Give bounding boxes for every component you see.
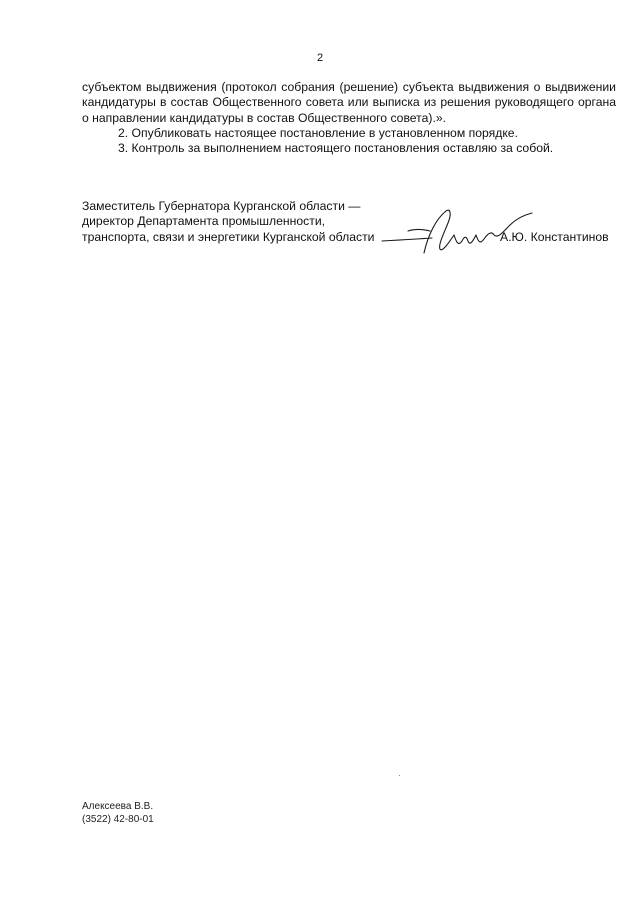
signer-position-line-1: Заместитель Губернатора Курганской области — [82, 199, 361, 213]
continuation-paragraph: субъектом выдвижения (протокол собрания (решение) субъекта выдвижения о выдвижении кандидатуры в состав Общественного совета или выписка из решения руководящего органа о направлении кандидатуры в состав Общественного совета).». [82, 80, 616, 125]
item-2-paragraph: 2. Опубликовать настоящее постановление в установленном порядке. [118, 125, 518, 140]
page-number: 2 [316, 52, 324, 64]
body-text [82, 80, 616, 156]
executor-info [82, 800, 154, 826]
stray-dot [399, 775, 400, 776]
signature-block [82, 199, 622, 245]
executor-name: Алексеева В.В. [82, 801, 154, 812]
item-3-paragraph: 3. Контроль за выполнением настоящего постановления оставляю за собой. [118, 141, 554, 156]
signer-position-line-3: транспорта, связи и энергетики Курганской области [82, 229, 375, 244]
signer-position-line-2: директор Департамента промышленности, [82, 214, 326, 229]
handwritten-signature [380, 205, 540, 265]
signer-name: А.Ю. Константинов [500, 229, 609, 244]
executor-phone: (3522) 42-80-01 [82, 814, 154, 825]
